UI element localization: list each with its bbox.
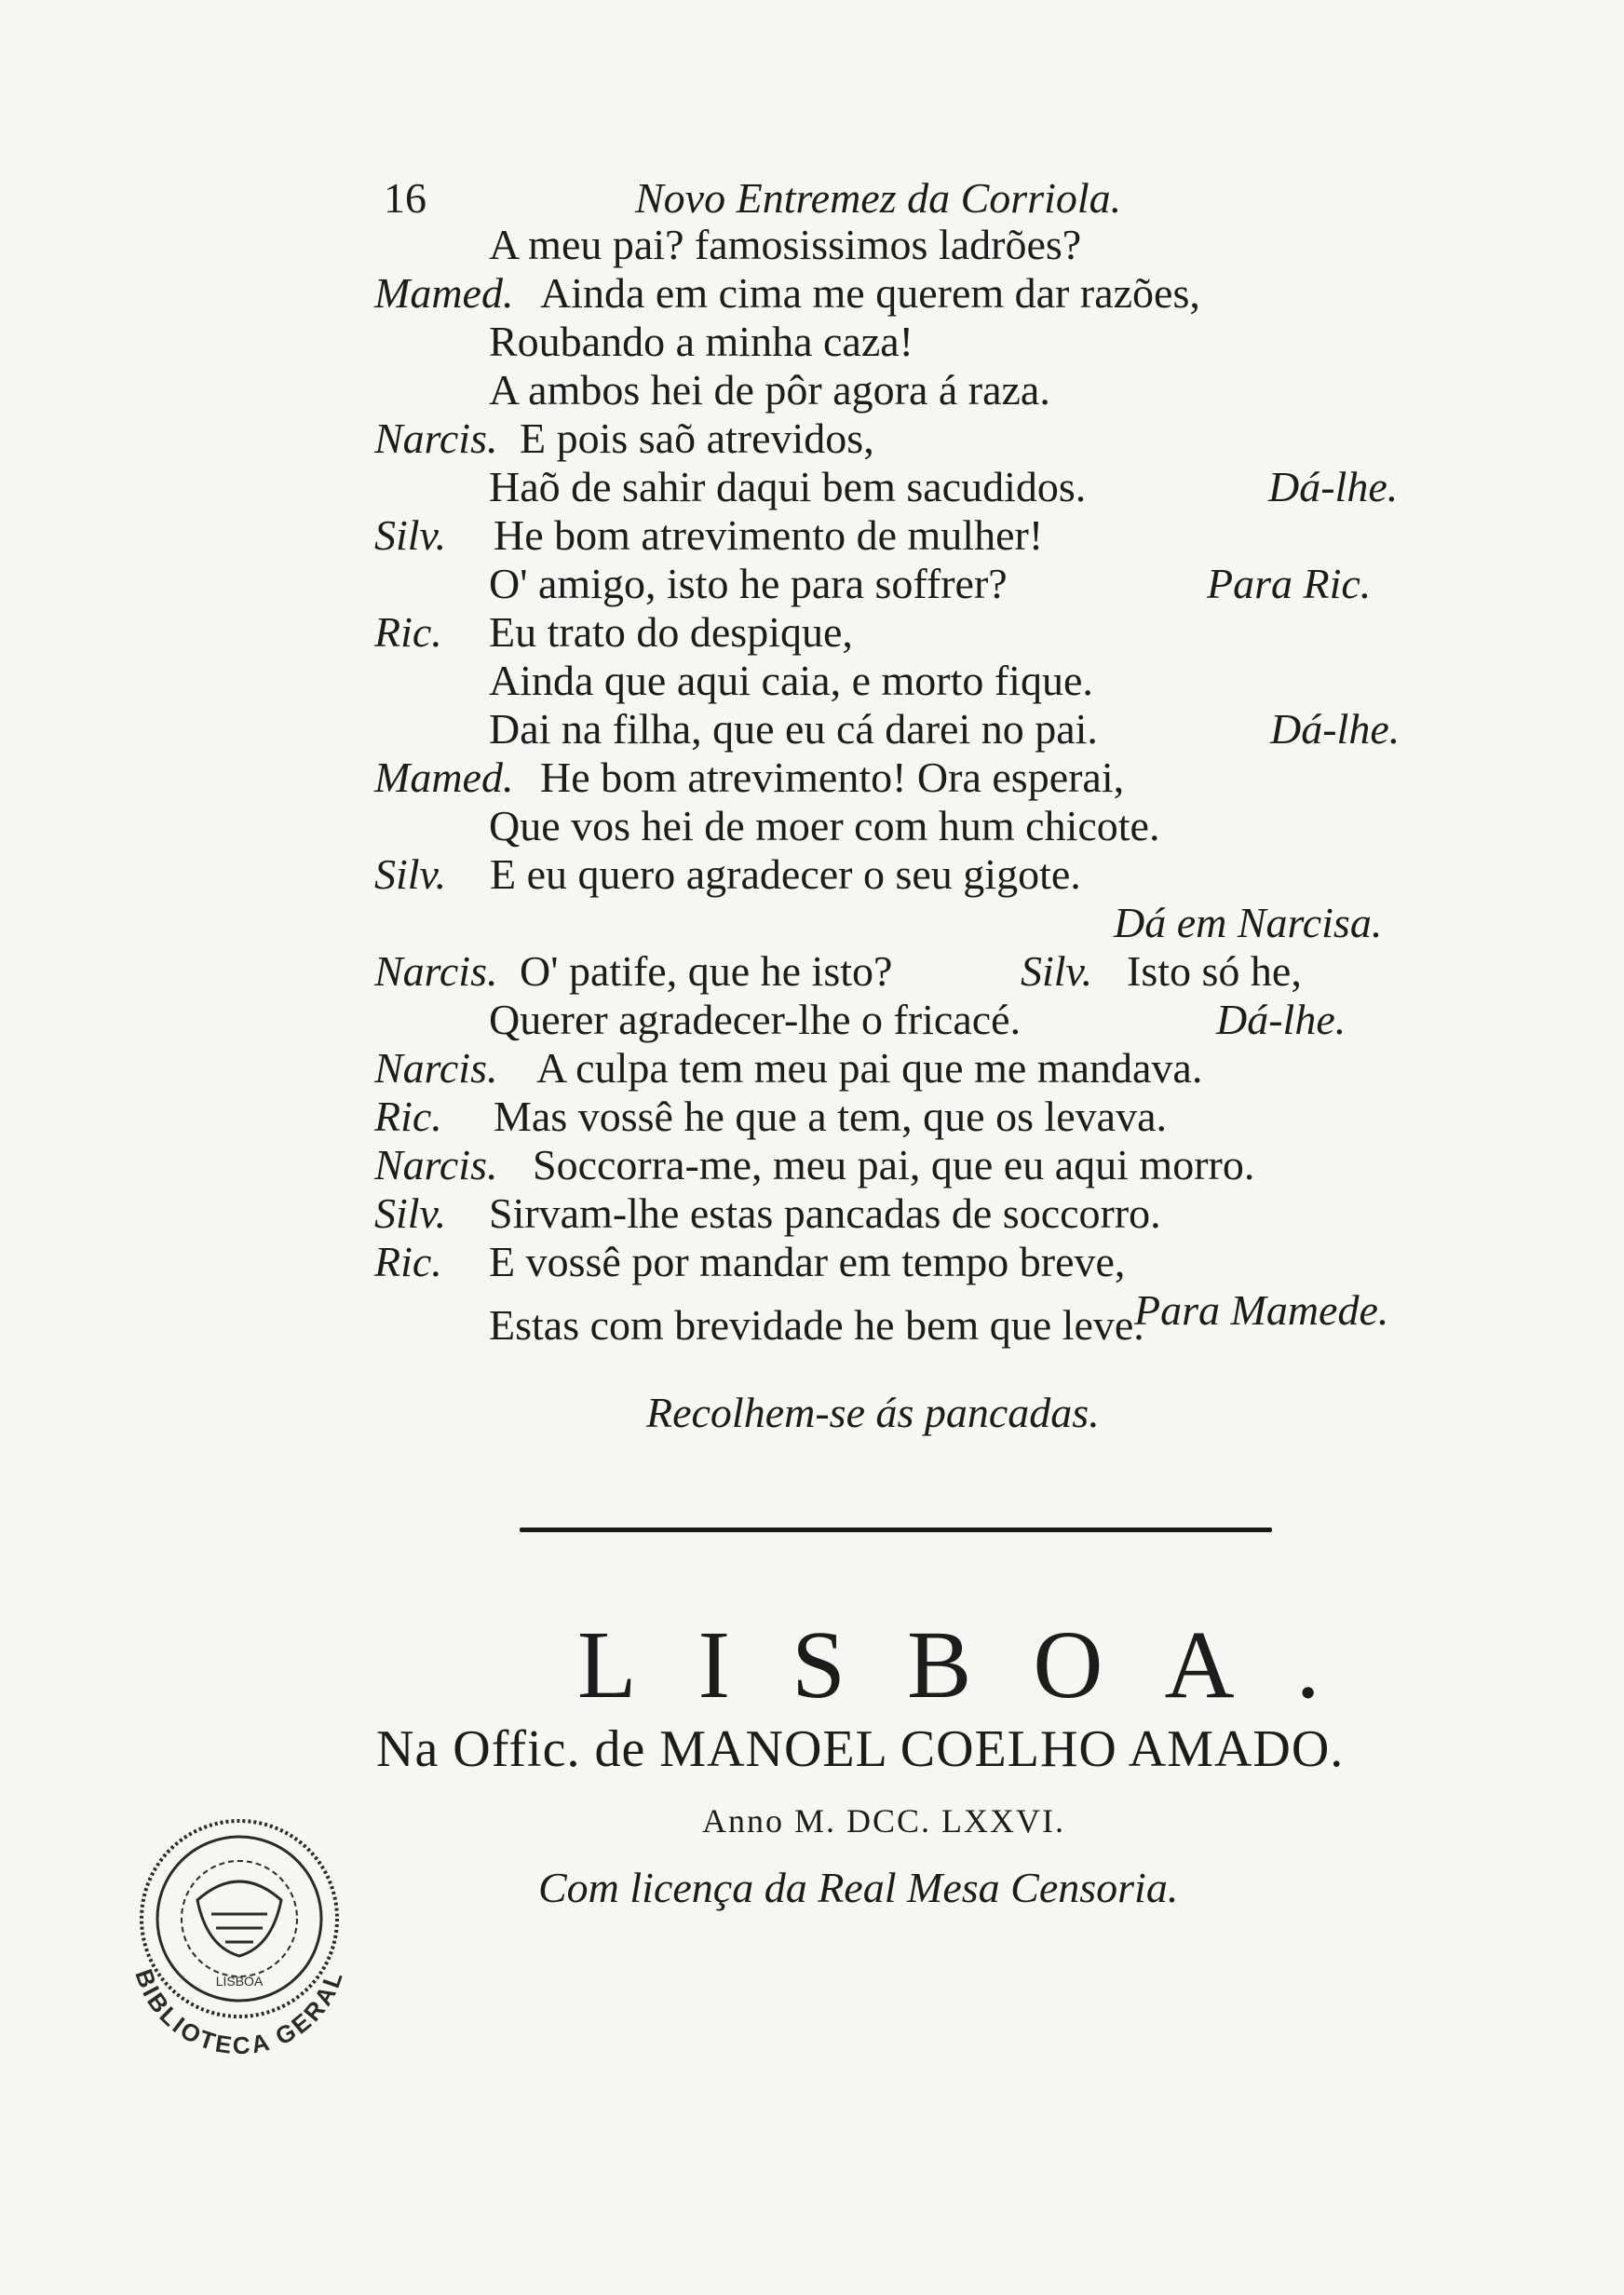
verse-text: E vossê por mandar em tempo breve,: [489, 1238, 1126, 1285]
running-title: Novo Entremez da Corriola.: [635, 174, 1122, 222]
divider-rule: [520, 1528, 1272, 1532]
speaker-name: Mamed.: [374, 269, 514, 317]
imprint-year: Anno M. DCC. LXXVI.: [702, 1802, 1066, 1840]
verse-text: Haõ de sahir daqui bem sacudidos.: [489, 463, 1087, 510]
speaker-name: Ric.: [374, 1238, 442, 1285]
speaker-name: Silv.: [374, 511, 447, 559]
verse-text: He bom atrevimento de mulher!: [494, 511, 1044, 559]
verse-text: Sirvam-lhe estas pancadas de soccorro.: [489, 1189, 1161, 1237]
stage-direction: Para Mamede.: [1134, 1286, 1389, 1334]
speaker-name: Narcis.: [374, 414, 498, 462]
stamp-outer-text: BIBLIOTECA GERAL: [129, 1965, 349, 2060]
verse-text: Mas vossê he que a tem, que os levava.: [494, 1093, 1168, 1140]
speaker-name: Ric.: [374, 608, 442, 656]
speaker-name: Narcis.: [374, 1141, 498, 1188]
verse-text: A meu pai? famosissimos ladrões?: [489, 221, 1082, 268]
stage-direction: Para Ric.: [1207, 560, 1372, 607]
stage-direction: Dá-lhe.: [1270, 705, 1401, 753]
stage-direction: Dá-lhe.: [1268, 463, 1399, 510]
verse-text: E eu quero agradecer o seu gigote.: [490, 850, 1081, 898]
speaker-name: Silv.: [1021, 947, 1093, 995]
speaker-name: Narcis.: [374, 1044, 498, 1092]
stage-direction: Dá-lhe.: [1216, 996, 1347, 1043]
verse-text: Estas com brevidade he bem que leve.: [489, 1301, 1144, 1349]
stamp-inner-text: LISBOA: [215, 1974, 264, 1989]
verse-text: Que vos hei de moer com hum chicote.: [489, 802, 1160, 849]
speaker-name: Narcis.: [374, 947, 498, 995]
verse-text: O' patife, que he isto?: [520, 947, 893, 995]
verse-text: Soccorra-me, meu pai, que eu aqui morro.: [533, 1141, 1255, 1188]
verse-text: Dai na filha, que eu cá darei no pai.: [489, 705, 1098, 753]
verse-text: A ambos hei de pôr agora á raza.: [489, 366, 1050, 414]
imprint-license: Com licença da Real Mesa Censoria.: [538, 1864, 1179, 1911]
verse-text: Ainda que aqui caia, e morto fique.: [489, 657, 1093, 704]
verse-text: Roubando a minha caza!: [489, 318, 914, 365]
running-header: [384, 173, 1121, 223]
closing-stage-direction: Recolhem-se ás pancadas.: [646, 1389, 1100, 1436]
verse-text: Eu trato do despique,: [489, 608, 853, 656]
library-stamp-icon: [95, 1788, 374, 2068]
verse-text: Querer agradecer-lhe o fricacé.: [489, 996, 1022, 1043]
stage-direction: Dá em Narcisa.: [1114, 899, 1383, 946]
page-number: 16: [384, 174, 426, 222]
verse-text: E pois saõ atrevidos,: [520, 414, 874, 462]
speaker-name: Silv.: [374, 1189, 447, 1237]
verse-text: Ainda em cima me querem dar razões,: [540, 269, 1200, 317]
verse-text: O' amigo, isto he para soffrer?: [489, 560, 1008, 607]
imprint-city: LISBOA.: [577, 1611, 1382, 1718]
verse-text: Isto só he,: [1127, 947, 1302, 995]
verse-text: He bom atrevimento! Ora esperai,: [540, 754, 1125, 801]
speaker-name: Silv.: [374, 850, 447, 898]
imprint-printer: Na Offic. de MANOEL COELHO AMADO.: [376, 1720, 1345, 1778]
speaker-name: Ric.: [374, 1093, 442, 1140]
verse-text: A culpa tem meu pai que me mandava.: [536, 1044, 1203, 1092]
speaker-name: Mamed.: [374, 754, 514, 801]
